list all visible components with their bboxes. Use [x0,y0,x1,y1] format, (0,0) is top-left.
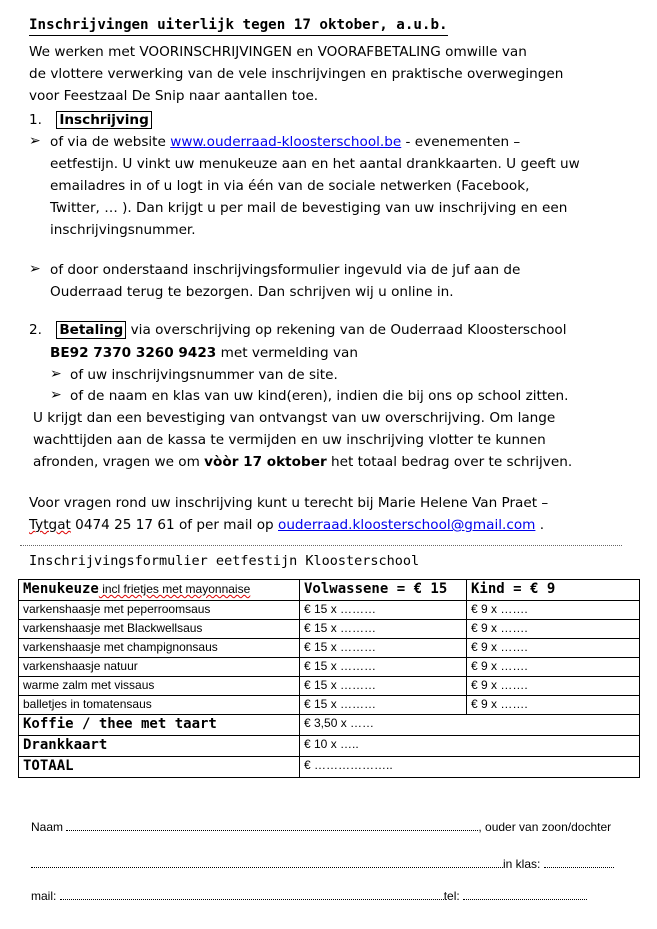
parent-label: , ouder van zoon/dochter [478,820,612,834]
adult-qty-field[interactable]: € 15 x ……… [300,677,467,696]
tel-field[interactable] [463,889,587,900]
contact-line-2: Tytgat 0474 25 17 61 of per mail op ouderraad.kloosterschool@gmail.com . [29,517,545,533]
step1-bullet-b-line1: of door onderstaand inschrijvingsformulier ingevuld via de juf aan de [50,262,521,278]
child-qty-field[interactable]: € 9 x ……. [467,620,640,639]
step1-bullet-b-line2: Ouderraad terug te bezorgen. Dan schrijven wij u online in. [50,284,454,300]
step1-bullet-a-line5: inschrijvingsnummer. [50,222,196,238]
coffee-qty-field[interactable]: € 3,50 x …… [300,715,640,736]
step1-bullet-a-line2: eetfestijn. U vinkt uw menukeuze aan en het aantal drankkaarten. U geeft uw [50,156,580,172]
table-row [19,601,640,620]
total-row [19,757,640,778]
child-qty-field[interactable]: € 9 x ……. [467,696,640,715]
separator-line [20,545,622,546]
contact-line-1: Voor vragen rond uw inschrijving kunt u terecht bij Marie Helene Van Praet – [29,495,549,511]
drinks-label: Drankkaart [19,736,300,757]
drinks-row [19,736,640,757]
form-title: Inschrijvingsformulier eetfestijn Kloosterschool [29,553,420,569]
arrow-bullet-icon: ➢ [29,261,41,277]
step1-bullet-a-line4: Twitter, … ). Dan krijgt u per mail de bevestiging van uw inschrijving en een [50,200,568,216]
step1-bullet-a-line1: of via de website www.ouderraad-kloosterschool.be - evenementen – [50,134,521,150]
step1-label: Inschrijving [56,111,152,129]
dish-name: varkenshaasje met Blackwellsaus [19,620,300,639]
closing-line-2: wachttijden aan de kassa te vermijden en uw inschrijving vlotter te kunnen [33,432,546,448]
child-name-field[interactable] [31,857,503,868]
total-amount-field[interactable]: € ……………….. [300,757,640,778]
step2-sub-a: of uw inschrijvingsnummer van de site. [70,367,338,383]
adult-qty-field[interactable]: € 15 x ……… [300,696,467,715]
child-class-line [31,857,614,871]
table-row [19,620,640,639]
child-qty-field[interactable]: € 9 x ……. [467,639,640,658]
child-header: Kind = € 9 [467,580,640,601]
page-title: Inschrijvingen uiterlijk tegen 17 oktober, a.u.b. [29,16,448,36]
iban-number: BE92 7370 3260 9423 [50,345,217,361]
step2-number: 2. [29,322,42,338]
arrow-bullet-icon: ➢ [50,387,62,403]
closing-line-3: afronden, vragen we om vòòr 17 oktober het totaal bedrag over te schrijven. [33,454,573,470]
dish-name: varkenshaasje natuur [19,658,300,677]
mail-tel-line [31,889,587,903]
mail-label: mail: [31,889,57,903]
table-row [19,658,640,677]
step2-heading: 2. Betaling via overschrijving op rekening van de Ouderraad Kloosterschool [29,322,567,338]
child-qty-field[interactable]: € 9 x ……. [467,658,640,677]
dish-name: balletjes in tomatensaus [19,696,300,715]
step2-label: Betaling [56,321,126,339]
name-line [31,820,611,834]
adult-qty-field[interactable]: € 15 x ……… [300,601,467,620]
step1-bullet-a-line3: emailadres in of u logt in via één van de sociale netwerken (Facebook, [50,178,530,194]
class-label: in klas: [503,857,541,871]
iban-line: BE92 7370 3260 9423 met vermelding van [50,345,358,361]
adult-qty-field[interactable]: € 15 x ……… [300,639,467,658]
adult-qty-field[interactable]: € 15 x ……… [300,620,467,639]
menu-header: Menukeuze incl frietjes met mayonnaise [19,580,300,601]
name-field[interactable] [66,820,478,831]
adult-qty-field[interactable]: € 15 x ……… [300,658,467,677]
coffee-label: Koffie / thee met taart [19,715,300,736]
table-row [19,639,640,658]
closing-line-1: U krijgt dan een bevestiging van ontvangst van uw overschrijving. Om lange [33,410,556,426]
dish-name: warme zalm met vissaus [19,677,300,696]
deadline-text: vòòr 17 oktober [204,454,327,470]
step1-number: 1. [29,112,42,128]
class-field[interactable] [544,857,614,868]
intro-line-3: voor Feestzaal De Snip naar aantallen toe. [29,88,319,104]
step2-sub-b: of de naam en klas van uw kind(eren), indien die bij ons op school zitten. [70,388,569,404]
intro-line-2: de vlottere verwerking van de vele inschrijvingen en praktische overwegingen [29,66,564,82]
tel-label: tel: [443,889,460,903]
dish-name: varkenshaasje met champignonsaus [19,639,300,658]
table-row [19,677,640,696]
adult-header: Volwassene = € 15 [300,580,467,601]
arrow-bullet-icon: ➢ [29,133,41,149]
arrow-bullet-icon: ➢ [50,366,62,382]
coffee-row [19,715,640,736]
dish-name: varkenshaasje met peperroomsaus [19,601,300,620]
table-header-row [19,580,640,601]
child-qty-field[interactable]: € 9 x ……. [467,601,640,620]
step1-heading [29,110,152,131]
drinks-qty-field[interactable]: € 10 x ….. [300,736,640,757]
table-row [19,696,640,715]
mail-field[interactable] [60,889,444,900]
website-link[interactable]: www.ouderraad-kloosterschool.be [170,134,402,150]
total-label: TOTAAL [19,757,300,778]
name-label: Naam [31,820,64,834]
email-link[interactable]: ouderraad.kloosterschool@gmail.com [278,517,536,533]
child-qty-field[interactable]: € 9 x ……. [467,677,640,696]
intro-line-1: We werken met VOORINSCHRIJVINGEN en VOORAFBETALING omwille van [29,44,527,60]
menu-form-table [18,579,640,778]
